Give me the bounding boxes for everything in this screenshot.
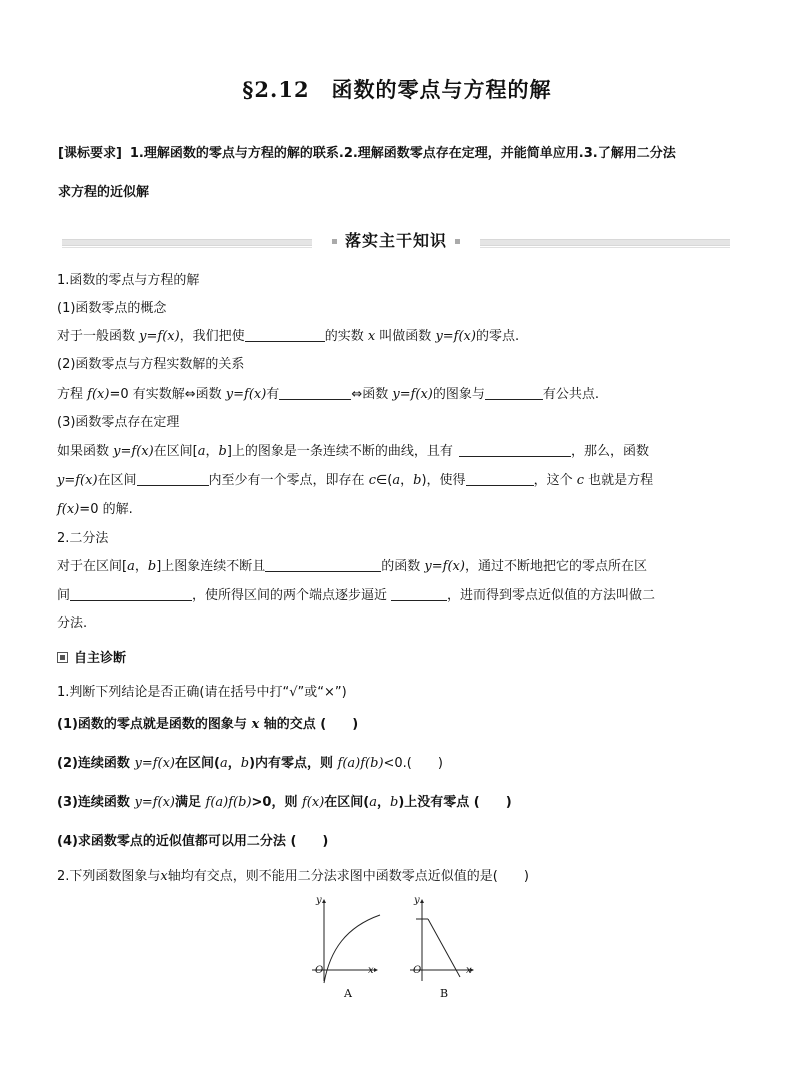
section-banner (62, 228, 730, 254)
q1-text: 1.判断下列结论是否正确(请在括号中打“√”或“×”) (57, 685, 347, 700)
math: y=f(x) (225, 387, 267, 402)
banner-label: 落实主干知识 (344, 231, 448, 250)
text: (2)连续函数 (57, 756, 135, 771)
math: y=f(x) (139, 329, 180, 344)
math: b (413, 473, 422, 488)
text: 在区间( (324, 795, 370, 810)
text: 在区间 (97, 473, 137, 488)
text: ， (400, 473, 414, 488)
text: ，这个 (533, 473, 577, 488)
math: f(a)f(b) (205, 795, 252, 810)
graph-a-caption: A (344, 987, 352, 1000)
math: y=f(x) (134, 795, 175, 810)
text: ，那么，函数 (570, 444, 649, 459)
s1-p1-heading: (1)函数零点的概念 (57, 301, 167, 316)
s1-p3-line3 (57, 501, 133, 519)
banner-dot-icon (455, 239, 460, 244)
page-title: §2.12 函数的零点与方程的解 (242, 77, 552, 102)
math: x (160, 869, 168, 884)
s1-heading: 1.函数的零点与方程的解 (57, 273, 200, 288)
text: ， (205, 444, 219, 459)
math: a (219, 756, 228, 771)
math: f(a)f(b) (337, 756, 384, 771)
y-axis-arrow-icon (322, 899, 326, 903)
text: 对于一般函数 (57, 329, 140, 344)
s1-p1-text (57, 328, 519, 346)
graph-option-a[interactable] (308, 895, 388, 1005)
text: 的函数 (381, 559, 425, 574)
graph-option-b[interactable] (404, 895, 484, 1005)
fill-blank[interactable] (391, 587, 447, 601)
fill-blank[interactable] (279, 386, 351, 400)
text: >0，则 (251, 795, 302, 810)
x-axis-label: x (368, 965, 374, 976)
text: 也就是方程 (583, 473, 654, 488)
self-diag-label: 自主诊断 (74, 651, 127, 666)
function-line (428, 919, 460, 977)
text: ]上图象连续不断且 (156, 559, 266, 574)
fill-blank[interactable] (137, 472, 209, 486)
math: x (367, 329, 376, 344)
math: y=f(x) (57, 473, 98, 488)
x-axis-arrow-icon (374, 968, 378, 972)
banner-dot-icon (332, 239, 337, 244)
y-axis-label: y (316, 895, 322, 906)
requirements-line2: 求方程的近似解 (58, 185, 150, 200)
section-marker-icon (57, 652, 68, 663)
x-axis-label: x (466, 965, 472, 976)
q1-item4: (4)求函数零点的近似值都可以用二分法 ( ) (57, 834, 329, 849)
math: b (147, 559, 157, 574)
text: 在区间( (175, 756, 220, 771)
text: =0 有实数解⇔函数 (109, 387, 226, 402)
math: y=f(x) (424, 559, 465, 574)
text: 对于在区间[ (57, 559, 128, 574)
text: 在区间[ (153, 444, 198, 459)
fill-blank[interactable] (70, 587, 192, 601)
text: 间 (57, 588, 71, 603)
text: 内至少有一个零点，即存在 (208, 473, 369, 488)
requirements-line1: 1.理解函数的零点与方程的解的联系.2.理解函数零点存在定理，并能简单应用.3.了解用二分法 (129, 146, 676, 161)
s2-line2 (57, 587, 655, 605)
math: a (369, 795, 377, 810)
text: (1)函数的零点就是函数的图象与 (57, 717, 252, 732)
self-diag-heading (57, 650, 126, 668)
q1-item2 (57, 755, 443, 773)
s1-p2-heading: (2)函数零点与方程实数解的关系 (57, 357, 245, 372)
math: f(x) (301, 795, 325, 810)
s1-p3-line1 (57, 443, 649, 461)
math: y=f(x) (134, 756, 175, 771)
fill-blank[interactable] (459, 443, 571, 457)
text: ⇔函数 (351, 387, 393, 402)
math: c (368, 473, 376, 488)
text: 叫做函数 (375, 329, 436, 344)
text: =0 的解. (79, 502, 133, 517)
text: 满足 (175, 795, 206, 810)
math: a (127, 559, 135, 574)
text: ]上的图象是一条连续不断的曲线，且有 (226, 444, 453, 459)
q1-item3 (57, 794, 512, 812)
math: y=f(x) (435, 329, 476, 344)
text: ，我们把使 (179, 329, 245, 344)
text: 2.下列函数图象与 (57, 869, 161, 884)
text: ， (377, 795, 391, 810)
text: <0.( ) (383, 756, 443, 771)
text: 方程 (57, 387, 88, 402)
text: )内有零点，则 (249, 756, 338, 771)
math: a (392, 473, 401, 488)
math: b (240, 756, 250, 771)
banner-label-wrap (312, 228, 480, 251)
math: y=f(x) (113, 444, 154, 459)
q1-item1 (57, 716, 358, 734)
s1-p3-heading: (3)函数零点存在定理 (57, 415, 180, 430)
text: 有公共点. (542, 387, 600, 402)
text: 的实数 (324, 329, 368, 344)
text: )，使得 (421, 473, 466, 488)
text: 轴的交点 ( ) (259, 717, 359, 732)
text: 如果函数 (57, 444, 114, 459)
s2-line1 (57, 558, 647, 576)
graph-b-caption: B (439, 987, 449, 1000)
origin-label: O (315, 965, 324, 976)
fill-blank[interactable] (485, 386, 543, 400)
y-axis-arrow-icon (420, 899, 424, 903)
text: ∈( (375, 473, 393, 488)
math: f(x) (57, 502, 80, 517)
text: 的图象与 (432, 387, 485, 402)
requirements-tag: [课标要求] (58, 146, 122, 161)
text: ， (134, 559, 148, 574)
math: b (390, 795, 399, 810)
origin-label: O (413, 965, 422, 976)
text: (3)连续函数 (57, 795, 135, 810)
fill-blank[interactable] (466, 472, 534, 486)
s2-line3: 分法. (57, 616, 88, 631)
text: 轴均有交点，则不能用二分法求图中函数零点近似值的是( ) (167, 869, 529, 884)
math: f(x) (87, 387, 110, 402)
text: 有 (266, 387, 280, 402)
math: x (251, 717, 260, 732)
text: ，进而得到零点近似值的方法叫做二 (447, 588, 656, 603)
text: ，通过不断地把它的零点所在区 (464, 559, 647, 574)
s1-p2-text (57, 386, 599, 404)
math: b (218, 444, 227, 459)
fill-blank[interactable] (245, 328, 325, 342)
text: ，使所得区间的两个端点逐步逼近 (192, 588, 388, 603)
y-axis-label: y (414, 895, 420, 906)
math: y=f(x) (392, 387, 433, 402)
math: c (576, 473, 584, 488)
text: ， (227, 756, 241, 771)
text: )上没有零点 ( ) (398, 795, 512, 810)
s1-p3-line2 (57, 472, 653, 490)
s2-heading: 2.二分法 (57, 531, 109, 546)
q2-text (57, 868, 529, 886)
fill-blank[interactable] (265, 558, 381, 572)
math: a (197, 444, 206, 459)
text: 的零点. (475, 329, 520, 344)
course-requirements (58, 144, 748, 164)
